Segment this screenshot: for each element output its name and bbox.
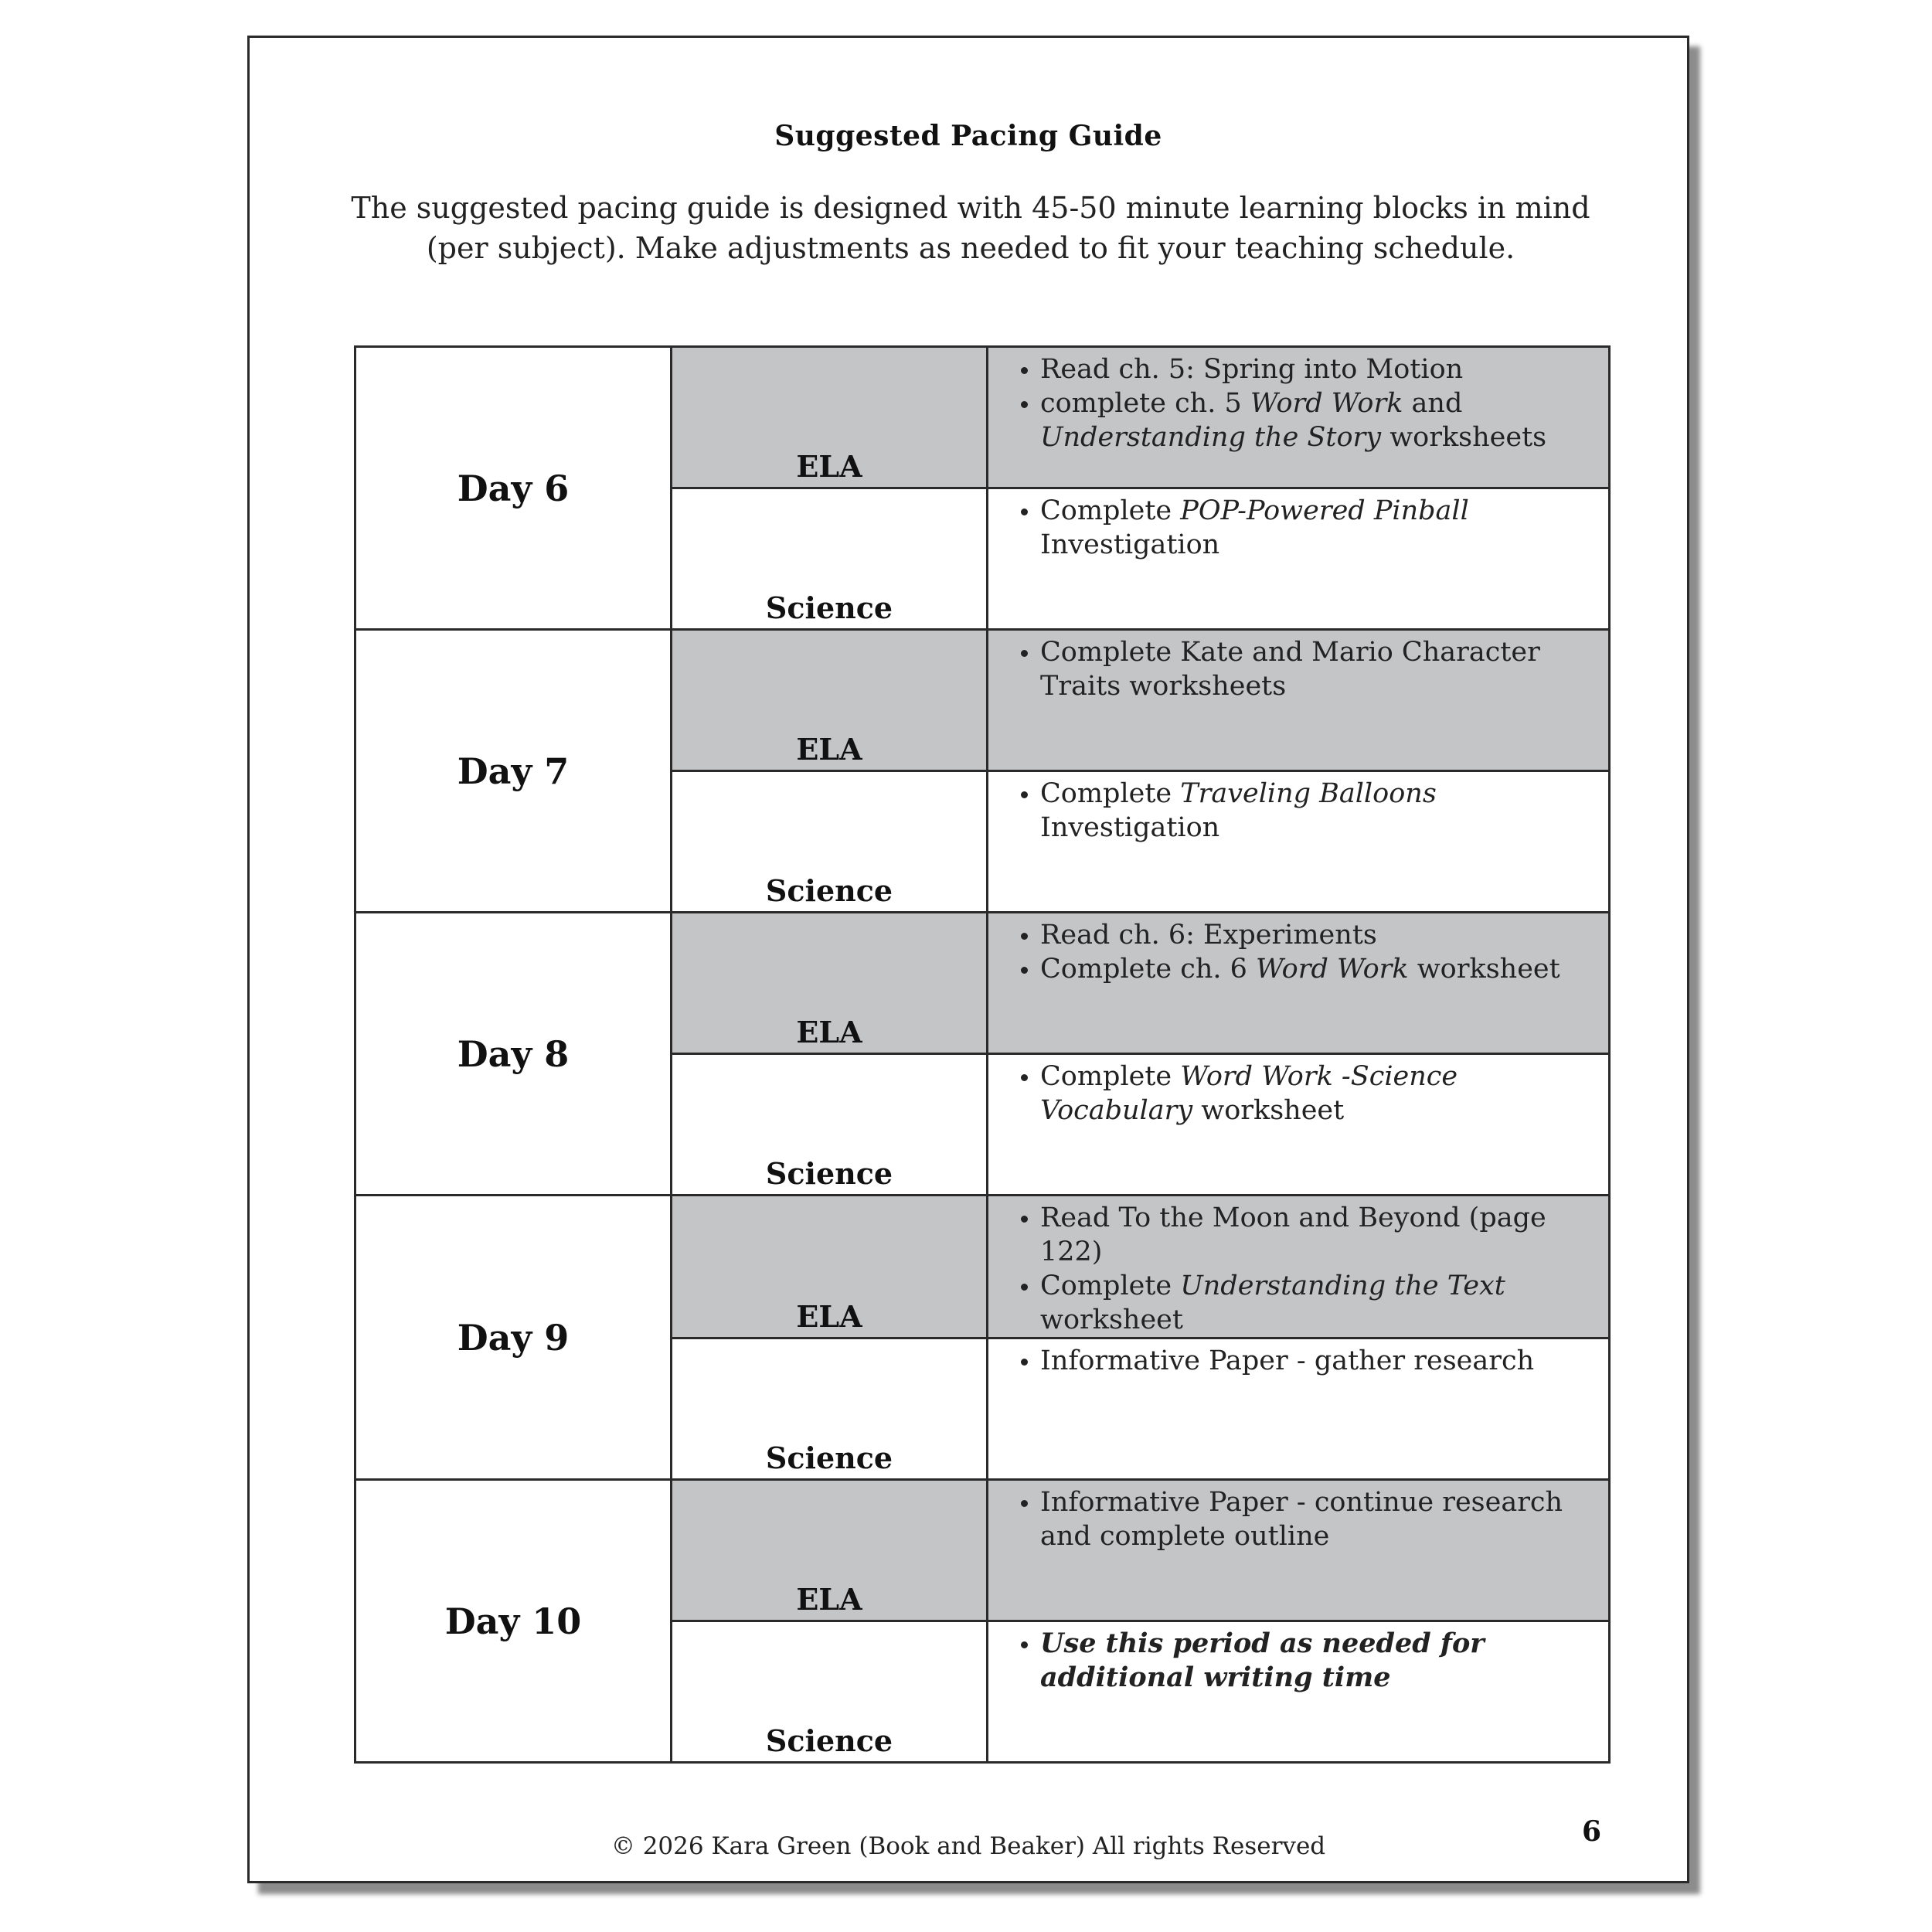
day-label: Day 8 bbox=[355, 913, 672, 1196]
task-text: Complete bbox=[1040, 1270, 1181, 1301]
subject-science-label: Science bbox=[672, 1621, 988, 1763]
ela-tasks-cell bbox=[988, 630, 1610, 771]
list-item bbox=[1040, 777, 1608, 845]
task-text: Informative Paper - gather research bbox=[1040, 1345, 1535, 1376]
task-list bbox=[988, 1627, 1608, 1695]
task-list bbox=[988, 635, 1608, 703]
science-tasks-cell bbox=[988, 1054, 1610, 1196]
copyright-footer: © 2026 Kara Green (Book and Beaker) All rights Reserved bbox=[611, 1832, 1326, 1860]
list-item bbox=[1040, 494, 1608, 562]
task-list bbox=[988, 352, 1608, 454]
task-text: Complete bbox=[1040, 495, 1181, 526]
list-item bbox=[1040, 352, 1608, 386]
task-list bbox=[988, 918, 1608, 986]
intro-line: (per subject). Make adjustments as needed to fit your teaching schedule. bbox=[426, 231, 1515, 265]
subject-ela-label: ELA bbox=[672, 1480, 988, 1621]
day-label: Day 6 bbox=[355, 347, 672, 630]
subject-ela-label: ELA bbox=[672, 1196, 988, 1338]
ela-tasks-cell bbox=[988, 347, 1610, 488]
science-tasks-cell bbox=[988, 1338, 1610, 1480]
task-list bbox=[988, 1201, 1608, 1337]
task-text: Complete Kate and Mario Character Traits worksheets bbox=[1040, 637, 1540, 702]
list-item bbox=[1040, 1201, 1608, 1269]
list-item bbox=[1040, 1060, 1608, 1128]
table-row bbox=[355, 1480, 1610, 1621]
list-item bbox=[1040, 1627, 1608, 1695]
list-item bbox=[1040, 386, 1608, 454]
table-row bbox=[355, 347, 1610, 488]
task-text: POP-Powered Pinball bbox=[1180, 495, 1469, 526]
task-text: Read To the Moon and Beyond (page 122) bbox=[1040, 1202, 1546, 1267]
science-tasks-cell bbox=[988, 1621, 1610, 1763]
list-item bbox=[1040, 918, 1608, 952]
task-text: Use this period as needed for additional writing time bbox=[1040, 1628, 1485, 1693]
list-item bbox=[1040, 952, 1608, 986]
task-text: Complete ch. 6 bbox=[1040, 954, 1257, 985]
task-list bbox=[988, 1060, 1608, 1128]
task-text: worksheet bbox=[1040, 1304, 1183, 1335]
science-tasks-cell bbox=[988, 771, 1610, 913]
pacing-table bbox=[354, 345, 1611, 1764]
subject-ela-label: ELA bbox=[672, 630, 988, 771]
list-item bbox=[1040, 1269, 1608, 1337]
task-text: complete ch. 5 bbox=[1040, 388, 1250, 419]
task-text: Read ch. 5: Spring into Motion bbox=[1040, 354, 1464, 385]
task-text: worksheet bbox=[1408, 954, 1560, 985]
subject-science-label: Science bbox=[672, 488, 988, 630]
task-text: Traveling Balloons bbox=[1180, 778, 1437, 809]
subject-science-label: Science bbox=[672, 1054, 988, 1196]
task-text: Word Work -Science Vocabulary bbox=[1040, 1061, 1458, 1126]
science-tasks-cell bbox=[988, 488, 1610, 630]
task-list bbox=[988, 1344, 1608, 1378]
ela-tasks-cell bbox=[988, 1480, 1610, 1621]
table-row bbox=[355, 630, 1610, 771]
page-number: 6 bbox=[1582, 1815, 1602, 1848]
intro-paragraph bbox=[342, 188, 1599, 268]
page-title: Suggested Pacing Guide bbox=[774, 120, 1162, 152]
ela-tasks-cell bbox=[988, 1196, 1610, 1338]
intro-line: The suggested pacing guide is designed with 45-50 minute learning blocks in mind bbox=[351, 191, 1590, 225]
subject-ela-label: ELA bbox=[672, 347, 988, 488]
task-text: Investigation bbox=[1040, 812, 1220, 843]
task-text: worksheet bbox=[1192, 1095, 1345, 1126]
task-text: Complete bbox=[1040, 1061, 1181, 1092]
day-label: Day 10 bbox=[355, 1480, 672, 1763]
table-row bbox=[355, 1196, 1610, 1338]
task-text: Understanding the Text bbox=[1180, 1270, 1505, 1301]
task-text: Read ch. 6: Experiments bbox=[1040, 920, 1377, 951]
subject-ela-label: ELA bbox=[672, 913, 988, 1054]
day-label: Day 9 bbox=[355, 1196, 672, 1480]
task-text: Word Work bbox=[1250, 388, 1403, 419]
list-item bbox=[1040, 1485, 1608, 1553]
table-row bbox=[355, 913, 1610, 1054]
ela-tasks-cell bbox=[988, 913, 1610, 1054]
day-label: Day 7 bbox=[355, 630, 672, 913]
task-text: Understanding the Story bbox=[1040, 422, 1382, 453]
list-item bbox=[1040, 635, 1608, 703]
task-text: worksheets bbox=[1381, 422, 1547, 453]
task-list bbox=[988, 1485, 1608, 1553]
document-page bbox=[247, 36, 1689, 1883]
task-list bbox=[988, 494, 1608, 562]
task-text: Investigation bbox=[1040, 529, 1220, 560]
task-text: Informative Paper - continue research and complete outline bbox=[1040, 1487, 1563, 1552]
task-text: Word Work bbox=[1256, 954, 1409, 985]
task-list bbox=[988, 777, 1608, 845]
task-text: and bbox=[1403, 388, 1463, 419]
task-text: Complete bbox=[1040, 778, 1181, 809]
list-item bbox=[1040, 1344, 1608, 1378]
subject-science-label: Science bbox=[672, 771, 988, 913]
subject-science-label: Science bbox=[672, 1338, 988, 1480]
